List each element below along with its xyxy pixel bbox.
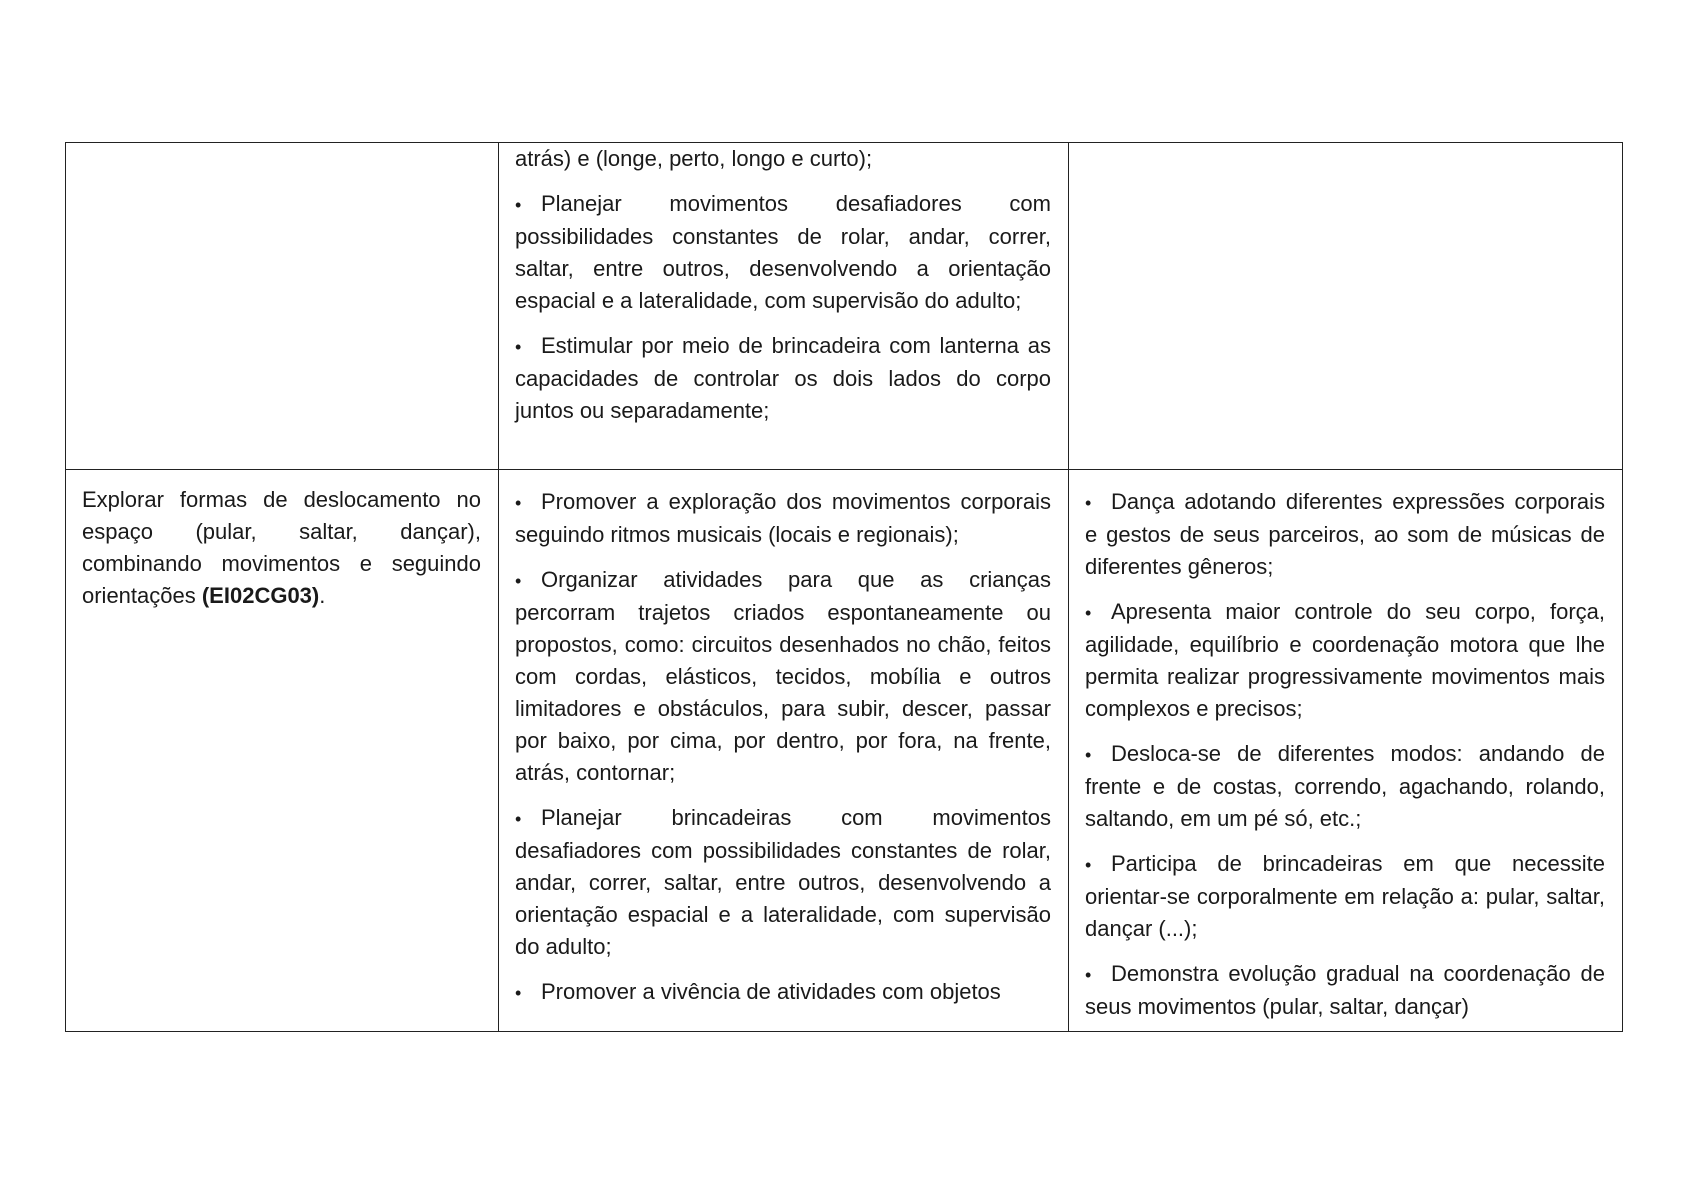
objective-cell — [66, 470, 499, 1032]
strategy-continuation: atrás) e (longe, perto, longo e curto); — [515, 146, 873, 171]
table-row — [66, 470, 1623, 1032]
outcomes-cell-empty — [1069, 143, 1623, 470]
objective-code: (EI02CG03) — [201, 583, 320, 608]
bullet-icon: • — [1085, 965, 1092, 985]
outcome-item: • Participa de brincadeiras em que necessite orientar-se corporalmente em relação a: pular, saltar, dançar (...); — [1085, 851, 1605, 941]
outcome-item: • Apresenta maior controle do seu corpo, força, agilidade, equilíbrio e coordenação motora que lhe permita realizar progressivamente movimentos mais complexos e precisos; — [1085, 599, 1605, 721]
table-row — [66, 143, 1623, 470]
objective-cell-empty — [66, 143, 499, 470]
strategies-cell — [499, 143, 1069, 470]
bullet-icon: • — [1085, 603, 1092, 623]
bullet-icon: • — [515, 337, 522, 357]
strategy-item: • Promover a exploração dos movimentos corporais seguindo ritmos musicais (locais e regionais); — [515, 489, 1051, 547]
strategies-cell — [499, 470, 1069, 1032]
strategy-item: • Planejar brincadeiras com movimentos desafiadores com possibilidades constantes de rolar, andar, correr, saltar, entre outros, desenvolvendo a orientação espacial e a lateralidade, com supervisão do adulto; — [515, 805, 1051, 959]
outcome-item: • Desloca-se de diferentes modos: andando de frente e de costas, correndo, agachando, rolando, saltando, em um pé só, etc.; — [1085, 741, 1605, 831]
strategy-item: • Organizar atividades para que as crianças percorram trajetos criados espontaneamente ou propostos, como: circuitos desenhados no chão, feitos com cordas, elásticos, tecidos, mobília e outros limitadores e obstáculos, para subir, descer, passar por baixo, por cima, por dentro, por fora, na frente, atrás, contornar; — [515, 567, 1051, 785]
bullet-icon: • — [515, 983, 522, 1003]
bullet-icon: • — [1085, 745, 1092, 765]
bullet-icon: • — [515, 571, 522, 591]
curriculum-table — [65, 142, 1623, 1032]
bullet-icon: • — [1085, 855, 1092, 875]
outcome-item: • Demonstra evolução gradual na coordenação de seus movimentos (pular, saltar, dançar) — [1085, 961, 1605, 1019]
outcomes-cell — [1069, 470, 1623, 1032]
strategy-item: • Promover a vivência de atividades com objetos — [515, 976, 1051, 1009]
strategy-item: • Estimular por meio de brincadeira com lanterna as capacidades de controlar os dois lados do corpo juntos ou separadamente; — [515, 333, 1051, 423]
strategy-item: • Planejar movimentos desafiadores com possibilidades constantes de rolar, andar, correr, saltar, entre outros, desenvolvendo a orientação espacial e a lateralidade, com supervisão do adulto; — [515, 191, 1051, 313]
bullet-icon: • — [515, 195, 522, 215]
bullet-icon: • — [515, 809, 522, 829]
bullet-icon: • — [515, 493, 522, 513]
bullet-icon: • — [1085, 493, 1092, 513]
objective-text: Explorar formas de deslocamento no espaço (pular, saltar, dançar), combinando movimentos e seguindo orientações (EI02CG03). — [82, 487, 481, 608]
outcome-item: • Dança adotando diferentes expressões corporais e gestos de seus parceiros, ao som de músicas de diferentes gêneros; — [1085, 489, 1605, 579]
